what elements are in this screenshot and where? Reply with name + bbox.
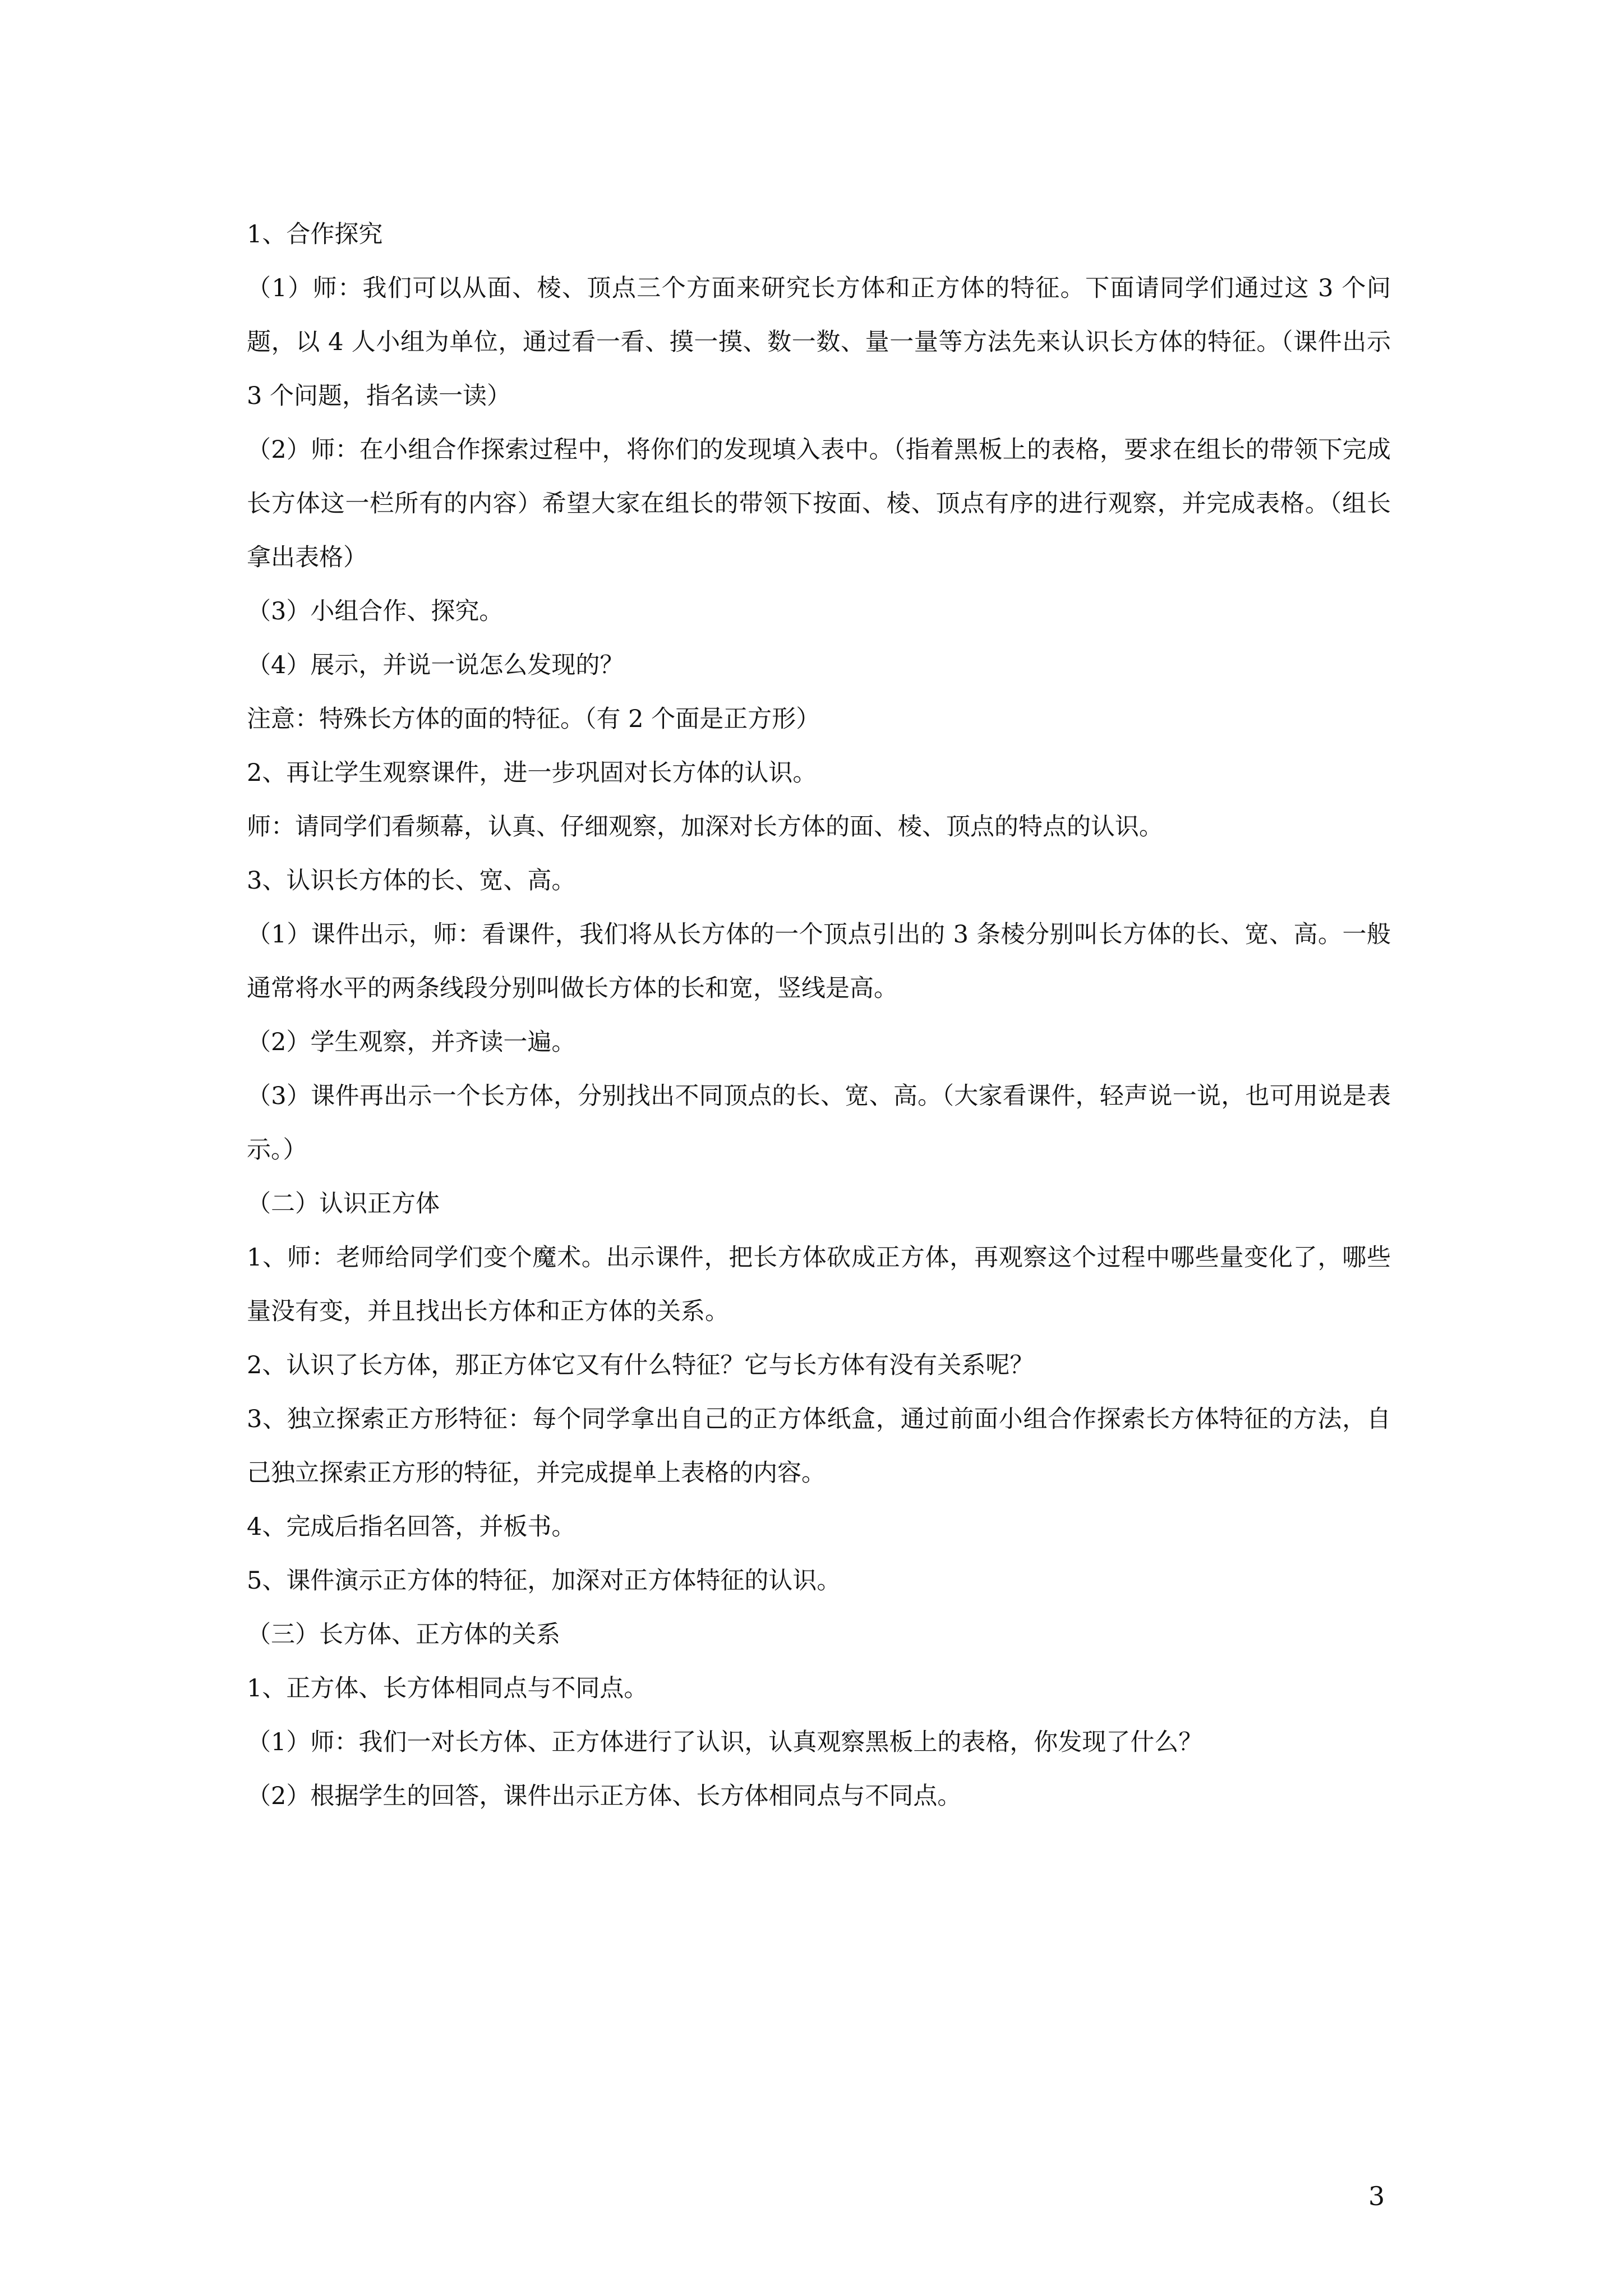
paragraph-20: 1、正方体、长方体相同点与不同点。 <box>247 1674 648 1703</box>
paragraph-7: 2、再让学生观察课件，进一步巩固对长方体的认识。 <box>247 759 817 787</box>
paragraph-17: 4、完成后指名回答，并板书。 <box>247 1513 576 1541</box>
body-text <box>247 208 1391 1823</box>
paragraph-8: 师：请同学们看频幕，认真、仔细观察，加深对长方体的面、棱、顶点的特点的认识。 <box>247 813 1163 841</box>
paragraph-10: （1）课件出示，师：看课件，我们将从长方体的一个顶点引出的 3 条棱分别叫长方体的长、宽、高。一般通常将水平的两条线段分别叫做长方体的长和宽，竖线是高。 <box>247 921 1391 1002</box>
section-heading-square: （二）认识正方体 <box>247 1190 440 1218</box>
paragraph-18: 5、课件演示正方体的特征，加深对正方体特征的认识。 <box>247 1567 841 1595</box>
paragraph-15: 2、认识了长方体，那正方体它又有什么特征？它与长方体有没有关系呢？ <box>247 1351 1034 1379</box>
paragraph-12: （3）课件再出示一个长方体，分别找出不同顶点的长、宽、高。（大家看课件，轻声说一说，也可用说是表示。） <box>247 1082 1391 1164</box>
paragraph-16: 3、独立探索正方形特征：每个同学拿出自己的正方体纸盒，通过前面小组合作探索长方体特征的方法，自己独立探索正方形的特征，并完成提单上表格的内容。 <box>247 1405 1391 1487</box>
paragraph-21: （1）师：我们一对长方体、正方体进行了认识，认真观察黑板上的表格，你发现了什么？ <box>247 1728 1203 1756</box>
paragraph-14: 1、师：老师给同学们变个魔术。出示课件，把长方体砍成正方体，再观察这个过程中哪些量变化了，哪些量没有变，并且找出长方体和正方体的关系。 <box>247 1244 1391 1326</box>
paragraph-4: （3）小组合作、探究。 <box>247 597 504 625</box>
paragraph-5: （4）展示，并说一说怎么发现的？ <box>247 651 624 679</box>
section-heading-relationship: （三）长方体、正方体的关系 <box>247 1621 560 1649</box>
page-number: 3 <box>1368 2181 1385 2211</box>
paragraph-11: （2）学生观察，并齐读一遍。 <box>247 1028 576 1056</box>
paragraph-1: 1、合作探究 <box>247 220 383 249</box>
paragraph-3: （2）师：在小组合作探索过程中，将你们的发现填入表中。（指着黑板上的表格，要求在组长的带领下完成长方体这一栏所有的内容）希望大家在组长的带领下按面、棱、顶点有序的进行观察，并完成表格。（组长拿出表格） <box>247 436 1391 572</box>
paragraph-22: （2）根据学生的回答，课件出示正方体、长方体相同点与不同点。 <box>247 1782 962 1810</box>
paragraph-6: 注意：特殊长方体的面的特征。（有 2 个面是正方形） <box>247 705 820 733</box>
paragraph-2: （1）师：我们可以从面、棱、顶点三个方面来研究长方体和正方体的特征。下面请同学们通过这 3 个问题，以 4 人小组为单位，通过看一看、摸一摸、数一数、量一量等方法先来认识长方体的特征。（课件出示 3 个问题，指名读一读） <box>247 274 1391 410</box>
paragraph-9: 3、认识长方体的长、宽、高。 <box>247 867 576 895</box>
